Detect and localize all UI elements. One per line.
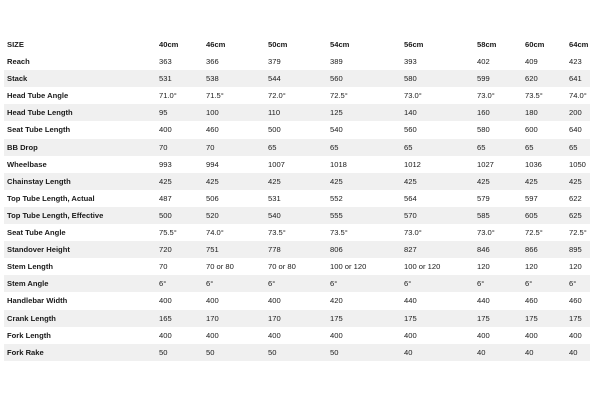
table-cell: 400 — [156, 121, 203, 138]
table-cell: 425 — [401, 173, 474, 190]
table-cell: 400 — [327, 327, 401, 344]
table-row — [4, 121, 590, 138]
table-row — [4, 327, 590, 344]
table-cell: 100 or 120 — [401, 258, 474, 275]
table-cell: 72.5° — [522, 224, 566, 241]
table-row — [4, 258, 590, 275]
table-cell: 170 — [265, 310, 327, 327]
table-cell: 6° — [327, 275, 401, 292]
row-label: Crank Length — [4, 310, 156, 327]
table-cell: 580 — [474, 121, 522, 138]
table-cell: 180 — [522, 104, 566, 121]
table-cell: 65 — [522, 139, 566, 156]
table-cell: 6° — [203, 275, 265, 292]
table-cell: 400 — [566, 327, 590, 344]
table-cell: 73.0° — [474, 87, 522, 104]
table-row — [4, 292, 590, 309]
row-label: Reach — [4, 53, 156, 70]
table-cell: 175 — [566, 310, 590, 327]
table-header — [4, 36, 590, 53]
table-cell: 846 — [474, 241, 522, 258]
table-cell: 460 — [203, 121, 265, 138]
table-cell: 423 — [566, 53, 590, 70]
table-cell: 560 — [327, 70, 401, 87]
table-cell: 560 — [401, 121, 474, 138]
table-cell: 50 — [327, 344, 401, 361]
table-row — [4, 275, 590, 292]
table-cell: 165 — [156, 310, 203, 327]
table-cell: 6° — [265, 275, 327, 292]
table-cell: 994 — [203, 156, 265, 173]
table-cell: 70 or 80 — [265, 258, 327, 275]
table-row — [4, 87, 590, 104]
table-cell: 65 — [566, 139, 590, 156]
table-cell: 50 — [265, 344, 327, 361]
table-cell: 540 — [327, 121, 401, 138]
table-cell: 620 — [522, 70, 566, 87]
size-column-header: 46cm — [203, 36, 265, 53]
table-cell: 895 — [566, 241, 590, 258]
size-column-header: 56cm — [401, 36, 474, 53]
size-column-header: 40cm — [156, 36, 203, 53]
table-cell: 402 — [474, 53, 522, 70]
table-row — [4, 310, 590, 327]
table-cell: 1007 — [265, 156, 327, 173]
table-cell: 65 — [265, 139, 327, 156]
table-cell: 65 — [401, 139, 474, 156]
table-cell: 65 — [327, 139, 401, 156]
table-cell: 625 — [566, 207, 590, 224]
row-label: Handlebar Width — [4, 292, 156, 309]
table-cell: 400 — [203, 327, 265, 344]
table-cell: 540 — [265, 207, 327, 224]
table-cell: 806 — [327, 241, 401, 258]
table-cell: 73.5° — [327, 224, 401, 241]
row-label: Seat Tube Angle — [4, 224, 156, 241]
table-cell: 175 — [327, 310, 401, 327]
size-header: SIZE — [4, 36, 156, 53]
table-cell: 72.5° — [566, 224, 590, 241]
table-cell: 425 — [474, 173, 522, 190]
table-cell: 100 — [203, 104, 265, 121]
row-label: Stack — [4, 70, 156, 87]
table-cell: 70 — [156, 139, 203, 156]
table-cell: 73.0° — [401, 87, 474, 104]
table-cell: 70 — [203, 139, 265, 156]
table-cell: 120 — [474, 258, 522, 275]
table-cell: 71.0° — [156, 87, 203, 104]
table-cell: 400 — [156, 292, 203, 309]
table-cell: 175 — [474, 310, 522, 327]
table-cell: 1012 — [401, 156, 474, 173]
table-cell: 40 — [566, 344, 590, 361]
row-label: Fork Rake — [4, 344, 156, 361]
size-column-header: 50cm — [265, 36, 327, 53]
table-cell: 751 — [203, 241, 265, 258]
table-cell: 1018 — [327, 156, 401, 173]
table-row — [4, 104, 590, 121]
header-row — [4, 36, 590, 53]
table-row — [4, 190, 590, 207]
table-cell: 379 — [265, 53, 327, 70]
table-cell: 73.5° — [522, 87, 566, 104]
table-cell: 520 — [203, 207, 265, 224]
table-row — [4, 344, 590, 361]
table-cell: 460 — [566, 292, 590, 309]
row-label: Stem Length — [4, 258, 156, 275]
table-cell: 500 — [156, 207, 203, 224]
row-label: Fork Length — [4, 327, 156, 344]
table-cell: 175 — [401, 310, 474, 327]
table-cell: 400 — [203, 292, 265, 309]
row-label: Stem Angle — [4, 275, 156, 292]
table-cell: 400 — [156, 327, 203, 344]
table-cell: 71.5° — [203, 87, 265, 104]
table-row — [4, 156, 590, 173]
table-cell: 40 — [474, 344, 522, 361]
table-cell: 65 — [474, 139, 522, 156]
table-cell: 110 — [265, 104, 327, 121]
row-label: Chainstay Length — [4, 173, 156, 190]
table-cell: 73.0° — [474, 224, 522, 241]
table-row — [4, 53, 590, 70]
size-column-header: 60cm — [522, 36, 566, 53]
table-cell: 425 — [522, 173, 566, 190]
table-row — [4, 173, 590, 190]
table-cell: 425 — [156, 173, 203, 190]
row-label: Top Tube Length, Effective — [4, 207, 156, 224]
table-cell: 393 — [401, 53, 474, 70]
table-cell: 6° — [156, 275, 203, 292]
row-label: Head Tube Length — [4, 104, 156, 121]
table-cell: 555 — [327, 207, 401, 224]
geometry-chart — [0, 36, 600, 361]
table-cell: 866 — [522, 241, 566, 258]
table-cell: 200 — [566, 104, 590, 121]
table-cell: 440 — [401, 292, 474, 309]
table-cell: 400 — [265, 292, 327, 309]
table-cell: 778 — [265, 241, 327, 258]
row-label: Wheelbase — [4, 156, 156, 173]
table-cell: 585 — [474, 207, 522, 224]
table-cell: 74.0° — [203, 224, 265, 241]
table-cell: 73.5° — [265, 224, 327, 241]
table-cell: 1050 — [566, 156, 590, 173]
table-cell: 544 — [265, 70, 327, 87]
table-cell: 120 — [522, 258, 566, 275]
table-cell: 552 — [327, 190, 401, 207]
table-cell: 400 — [522, 327, 566, 344]
table-cell: 425 — [203, 173, 265, 190]
table-cell: 622 — [566, 190, 590, 207]
table-cell: 409 — [522, 53, 566, 70]
table-cell: 506 — [203, 190, 265, 207]
table-cell: 6° — [566, 275, 590, 292]
size-column-header: 64cm — [566, 36, 590, 53]
table-cell: 425 — [327, 173, 401, 190]
table-cell: 425 — [265, 173, 327, 190]
table-cell: 570 — [401, 207, 474, 224]
row-label: Seat Tube Length — [4, 121, 156, 138]
table-cell: 170 — [203, 310, 265, 327]
table-cell: 72.0° — [265, 87, 327, 104]
table-cell: 640 — [566, 121, 590, 138]
table-row — [4, 139, 590, 156]
table-cell: 140 — [401, 104, 474, 121]
table-cell: 363 — [156, 53, 203, 70]
table-cell: 440 — [474, 292, 522, 309]
size-column-header: 54cm — [327, 36, 401, 53]
table-cell: 597 — [522, 190, 566, 207]
table-cell: 993 — [156, 156, 203, 173]
table-cell: 74.0° — [566, 87, 590, 104]
table-cell: 1027 — [474, 156, 522, 173]
size-column-header: 58cm — [474, 36, 522, 53]
table-cell: 531 — [265, 190, 327, 207]
row-label: BB Drop — [4, 139, 156, 156]
table-cell: 564 — [401, 190, 474, 207]
table-cell: 420 — [327, 292, 401, 309]
row-label: Top Tube Length, Actual — [4, 190, 156, 207]
table-cell: 70 — [156, 258, 203, 275]
table-cell: 500 — [265, 121, 327, 138]
table-cell: 72.5° — [327, 87, 401, 104]
table-cell: 95 — [156, 104, 203, 121]
table-cell: 160 — [474, 104, 522, 121]
table-cell: 400 — [265, 327, 327, 344]
table-cell: 6° — [401, 275, 474, 292]
table-cell: 125 — [327, 104, 401, 121]
table-cell: 100 or 120 — [327, 258, 401, 275]
table-cell: 600 — [522, 121, 566, 138]
table-cell: 487 — [156, 190, 203, 207]
table-cell: 6° — [474, 275, 522, 292]
table-row — [4, 224, 590, 241]
table-cell: 605 — [522, 207, 566, 224]
table-cell: 40 — [522, 344, 566, 361]
table-cell: 6° — [522, 275, 566, 292]
table-row — [4, 70, 590, 87]
table-cell: 389 — [327, 53, 401, 70]
table-cell: 50 — [203, 344, 265, 361]
row-label: Standover Height — [4, 241, 156, 258]
table-cell: 40 — [401, 344, 474, 361]
table-row — [4, 241, 590, 258]
table-body — [4, 53, 590, 361]
table-cell: 641 — [566, 70, 590, 87]
table-cell: 366 — [203, 53, 265, 70]
table-cell: 531 — [156, 70, 203, 87]
table-cell: 120 — [566, 258, 590, 275]
table-cell: 73.0° — [401, 224, 474, 241]
table-cell: 827 — [401, 241, 474, 258]
table-cell: 599 — [474, 70, 522, 87]
table-cell: 538 — [203, 70, 265, 87]
table-cell: 460 — [522, 292, 566, 309]
table-cell: 1036 — [522, 156, 566, 173]
table-cell: 70 or 80 — [203, 258, 265, 275]
table-row — [4, 207, 590, 224]
table-cell: 400 — [401, 327, 474, 344]
table-cell: 75.5° — [156, 224, 203, 241]
table-cell: 579 — [474, 190, 522, 207]
table-cell: 580 — [401, 70, 474, 87]
table-cell: 400 — [474, 327, 522, 344]
table-cell: 50 — [156, 344, 203, 361]
table-cell: 720 — [156, 241, 203, 258]
geometry-table — [4, 36, 590, 361]
row-label: Head Tube Angle — [4, 87, 156, 104]
table-cell: 175 — [522, 310, 566, 327]
table-cell: 425 — [566, 173, 590, 190]
